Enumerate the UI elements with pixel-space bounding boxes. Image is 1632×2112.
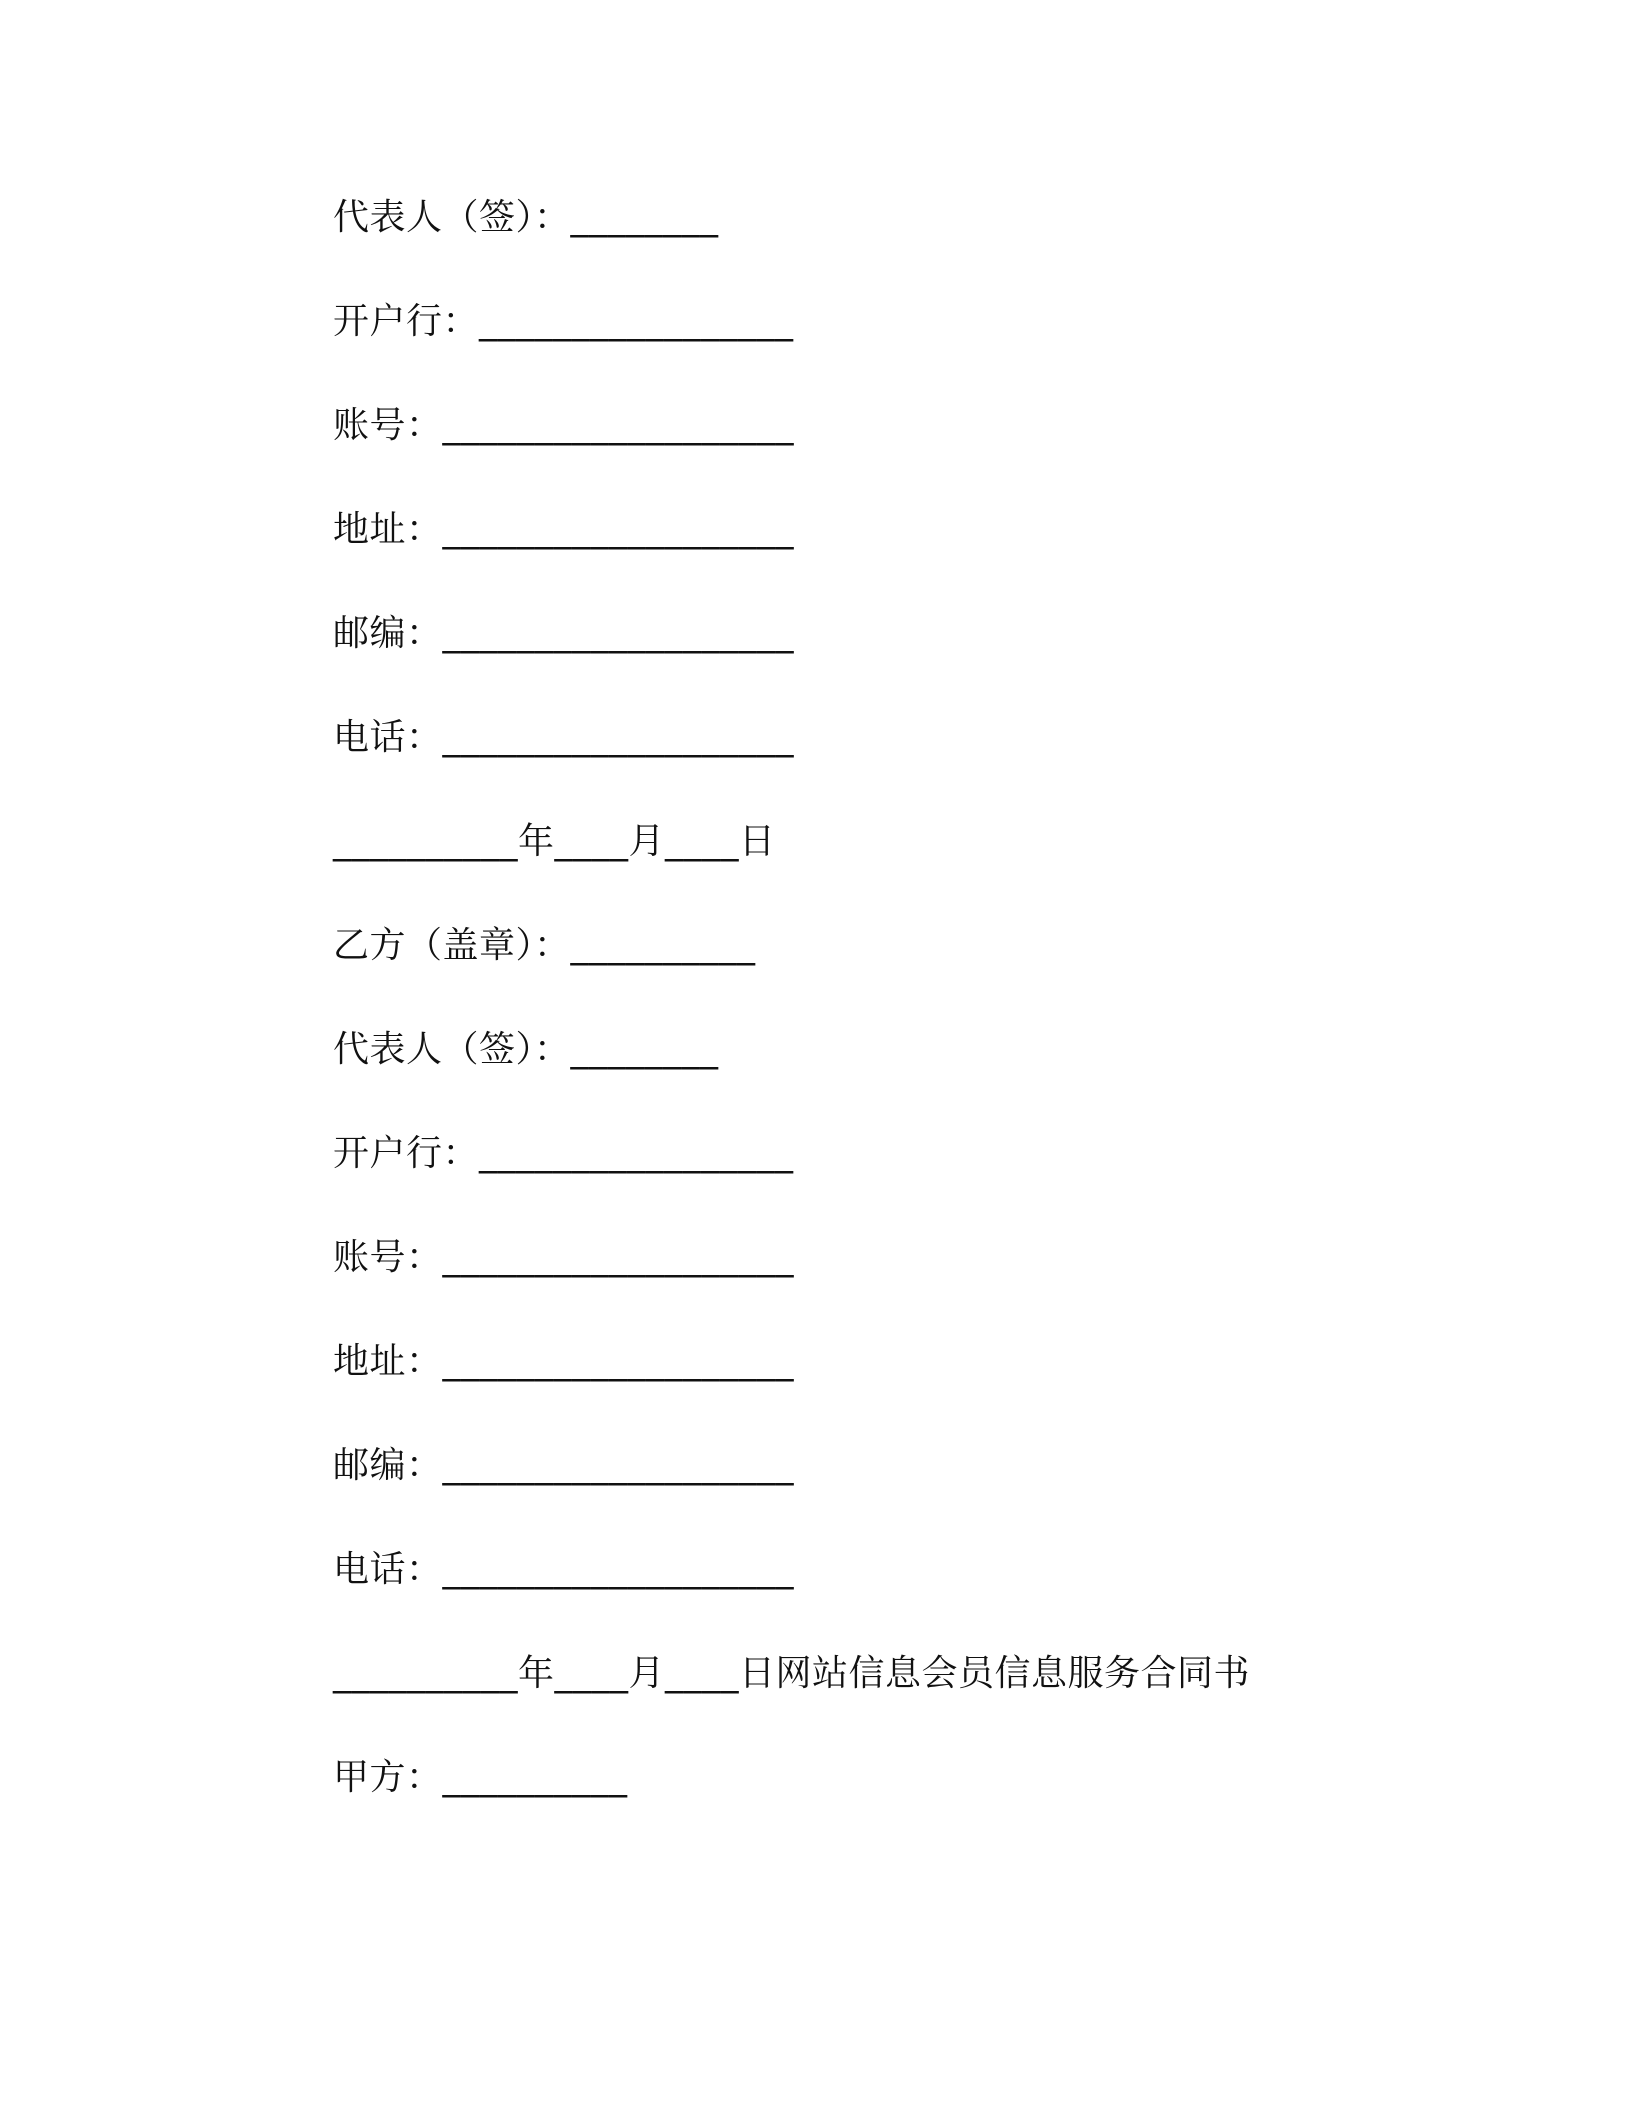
party-a-date-line: __________年____月____日	[333, 821, 776, 862]
party-b-representative-line: 代表人（签）：________	[333, 1029, 719, 1070]
party-b-account-line: 账号：___________________	[333, 1237, 795, 1278]
date-and-contract-title-line: __________年____月____日网站信息会员信息服务合同书	[333, 1653, 1251, 1694]
party-a-representative-line: 代表人（签）：________	[333, 197, 719, 238]
party-a-bank-line: 开户行：_________________	[333, 301, 794, 342]
party-a-name-line: 甲方：__________	[333, 1757, 628, 1798]
party-a-account-line: 账号：___________________	[333, 405, 795, 446]
party-a-phone-line: 电话：___________________	[333, 717, 795, 758]
party-a-address-line: 地址：___________________	[333, 509, 795, 550]
party-b-bank-line: 开户行：_________________	[333, 1133, 794, 1174]
party-a-postcode-line: 邮编：___________________	[333, 613, 795, 654]
party-b-seal-line: 乙方（盖章）：__________	[333, 925, 756, 966]
party-b-postcode-line: 邮编：___________________	[333, 1445, 795, 1486]
party-b-address-line: 地址：___________________	[333, 1341, 795, 1382]
signature-block	[333, 186, 1433, 1850]
party-b-phone-line: 电话：___________________	[333, 1549, 795, 1590]
